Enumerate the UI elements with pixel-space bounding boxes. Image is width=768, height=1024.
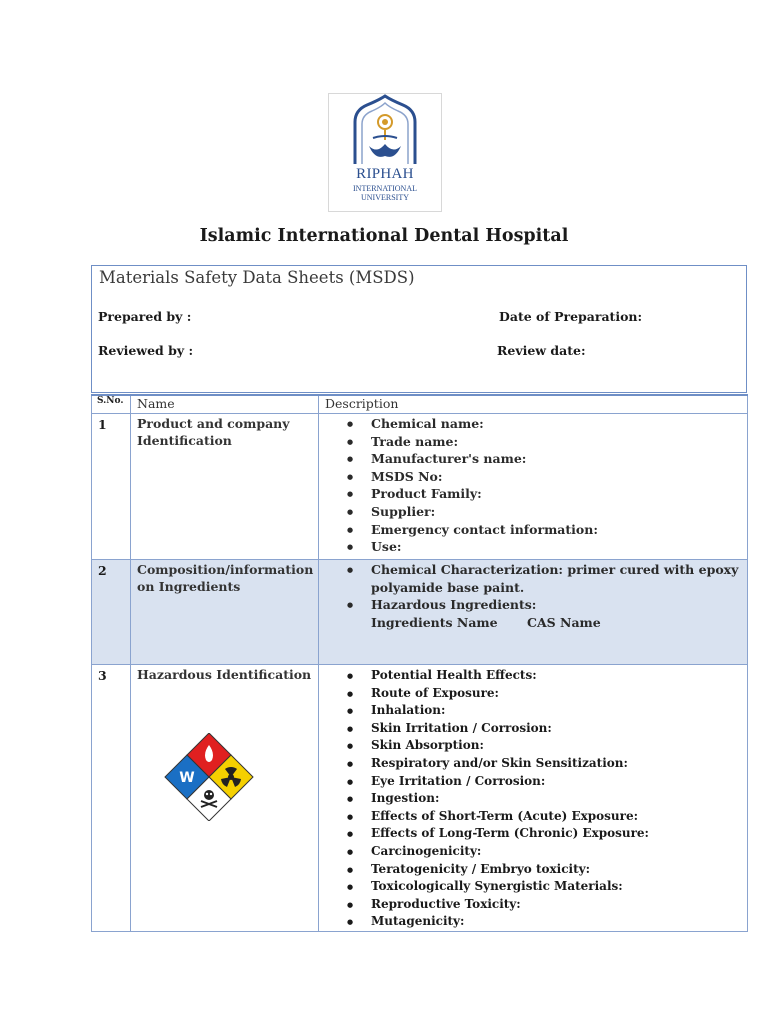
list-item: ● Respiratory and/or Skin Sensitization:: [329, 755, 747, 773]
list-item: ● Eye Irritation / Corrosion:: [329, 773, 747, 791]
list-item: ● MSDS No:: [329, 468, 747, 486]
list-item: ● Ingestion:: [329, 790, 747, 808]
row-description: [319, 414, 748, 560]
hospital-title: Islamic International Dental Hospital: [199, 226, 569, 246]
list-item: ● Hazardous Ingredients:: [329, 596, 747, 614]
row-description: [319, 665, 748, 932]
list-item: ● Skin Absorption:: [329, 737, 747, 755]
column-header-sno: S.No.: [92, 395, 131, 414]
table-row: [92, 560, 748, 665]
list-item: ● Chemical name:: [329, 415, 747, 433]
table-row: [92, 414, 748, 560]
ingredients-header: [329, 614, 747, 631]
msds-header-box: [91, 265, 747, 393]
table-row: [92, 665, 748, 932]
msds-table: [91, 394, 748, 932]
list-item: ● Inhalation:: [329, 702, 747, 720]
row-number: 2: [92, 560, 131, 665]
logo-name: RIPHAH: [356, 166, 414, 182]
msds-title: Materials Safety Data Sheets (MSDS): [99, 268, 415, 287]
table-header-row: [92, 395, 748, 414]
ingredients-name-label: Ingredients Name: [371, 614, 498, 630]
list-item: ● Product Family:: [329, 485, 747, 503]
list-item: ● Use:: [329, 538, 747, 556]
list-item: ● Mutagenicity:: [329, 913, 747, 931]
row-name: Composition/information on Ingredients: [131, 560, 319, 665]
reviewed-by-label: Reviewed by :: [98, 343, 194, 358]
row-number: 3: [92, 665, 131, 932]
list-item: ● Effects of Long-Term (Chronic) Exposure:: [329, 825, 747, 843]
list-item: ● Trade name:: [329, 433, 747, 451]
list-item: ● Route of Exposure:: [329, 685, 747, 703]
row-name: [131, 665, 319, 932]
column-header-description: Description: [319, 395, 748, 414]
list-item: ● Carcinogenicity:: [329, 843, 747, 861]
riphah-university-logo-icon: [328, 93, 442, 212]
hazard-diamond-icon: [145, 733, 273, 821]
column-header-name: Name: [131, 395, 319, 414]
list-item: ● Potential Health Effects:: [329, 667, 747, 685]
list-item: ● Teratogenicity / Embryo toxicity:: [329, 861, 747, 879]
cas-name-label: CAS Name: [527, 614, 601, 630]
review-date-label: Review date:: [497, 343, 586, 358]
list-item: ● Toxicologically Synergistic Materials:: [329, 878, 747, 896]
row-description: [319, 560, 748, 665]
row-name: Product and company Identification: [131, 414, 319, 560]
list-item: ● Effects of Short-Term (Acute) Exposure:: [329, 808, 747, 826]
list-item: ● Chemical Characterization: primer cured with epoxy polyamide base paint.: [329, 561, 747, 596]
logo-line-2: INTERNATIONAL: [353, 184, 417, 193]
list-item: ● Emergency contact information:: [329, 521, 747, 539]
prepared-by-label: Prepared by :: [98, 309, 192, 324]
list-item: ● Skin Irritation / Corrosion:: [329, 720, 747, 738]
list-item: ● Manufacturer's name:: [329, 450, 747, 468]
svg-text:W: W: [179, 770, 195, 786]
row-name-text: Hazardous Identification: [137, 667, 312, 682]
date-of-preparation-label: Date of Preparation:: [499, 309, 643, 324]
list-item: ● Reproductive Toxicity:: [329, 896, 747, 914]
logo-line-3: UNIVERSITY: [361, 193, 409, 202]
row-number: 1: [92, 414, 131, 560]
list-item: ● Supplier:: [329, 503, 747, 521]
